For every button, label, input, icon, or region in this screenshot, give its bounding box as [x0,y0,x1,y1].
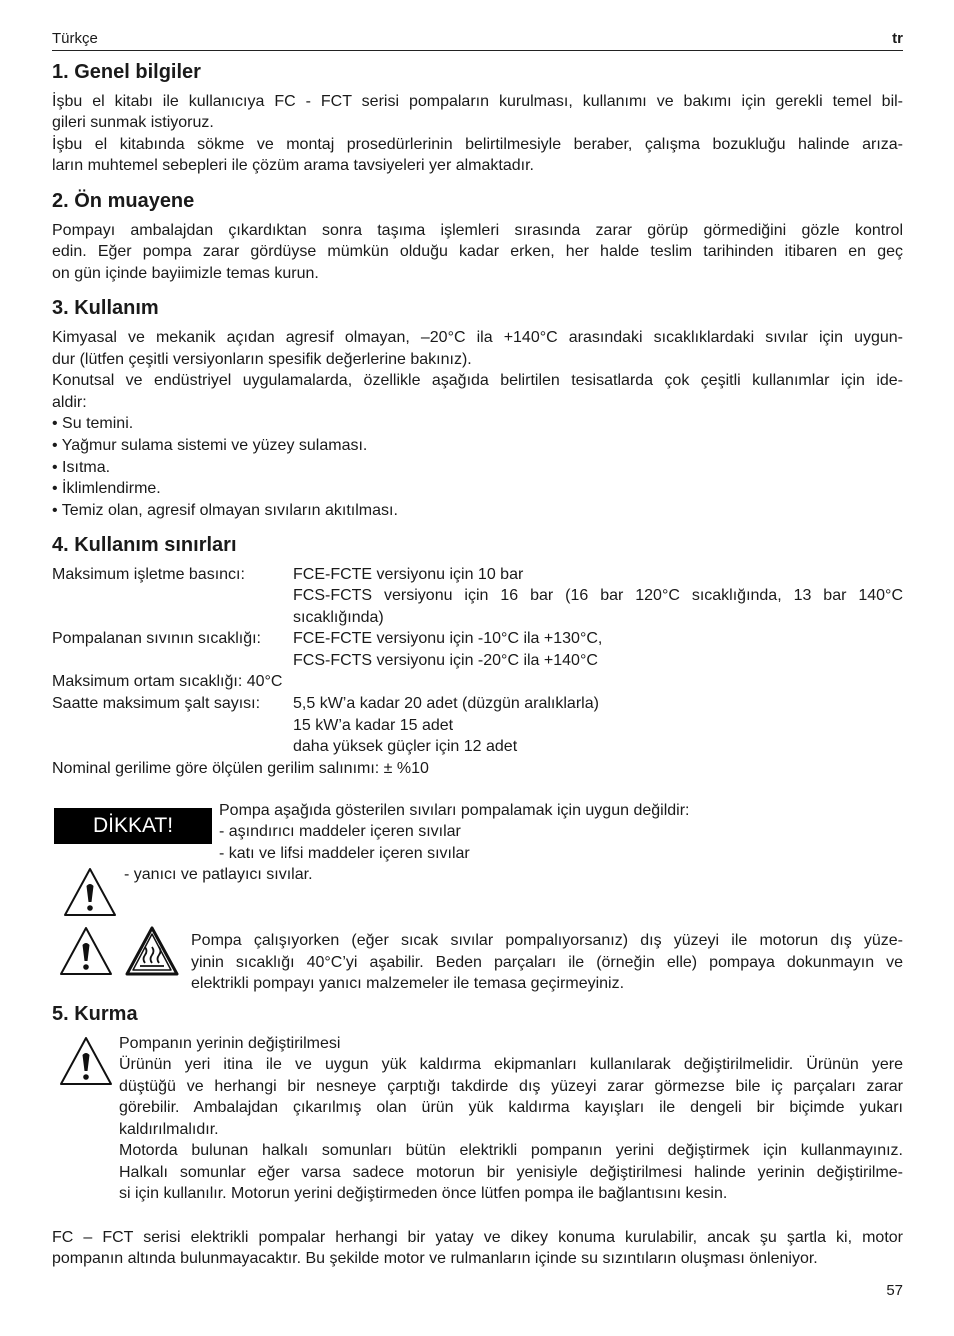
section-2-line: edin. Eğer pompa zarar gördüyse mümkün olduğu kadar erken, her halde teslim tarihinden itibaren en geç [52,243,903,260]
header-language: Türkçe [52,30,98,47]
fluid-temp-label: Pompalanan sıvının sıcaklığı: [52,630,261,647]
section-5-line: si için kullanılır. Motorun yerini değiştirmeden önce lütfen pompa ile bağlantısını kesin. [119,1185,728,1202]
hot-surface-line: elektrikli pompayı yanıcı malzemeler ile temasa geçirmeyiniz. [191,975,625,992]
hot-surface-line: yinin sıcaklığı 40°C’yi aşabilir. Beden parçaları ile (örneğin elle) pompaya dokunmayın ve [191,954,903,971]
section-1-line: İşbu el kitabında sökme ve montaj prosedürlerinin belirtilmesiyle beraber, çalışma bozukluğu halinde arıza- [52,136,903,153]
switch-count-label: Saatte maksimum şalt sayısı: [52,695,261,712]
section-3-line: dur (lütfen çeşitli versiyonların spesifik değerlerine bakınız). [52,351,472,368]
section-5-subtitle: Pompanın yerinin değiştirilmesi [119,1035,341,1052]
section-5-line: düştüğü ve herhangi bir nesneye çarptığı takdirde dış yüzeyi zarar görmezse bile iç parçaları zarar [119,1078,903,1095]
section-5-line: kaldırılmalıdır. [119,1121,219,1138]
fluid-temp-value: FCE-FCTE versiyonu için -10°C ila +130°C, [293,630,603,647]
section-5-line: Ürünün yeri itina ile ve uygun yük kaldırma ekipmanları kullanılarak değiştirilmelidir. Ürünün yere [119,1056,903,1073]
warning-item: - katı ve lifsi maddeler içeren sıvılar [219,845,470,862]
section-1-title: 1. Genel bilgiler [52,61,201,83]
page-number: 57 [886,1282,903,1299]
section-2-line: on gün içinde bayiimizle temas kurun. [52,265,319,282]
section-1-line: ların muhtemel sebepleri ile çözüm arama tavsiyeleri yer almaktadır. [52,157,534,174]
section-5-title: 5. Kurma [52,1003,138,1025]
header-divider [52,50,903,51]
fluid-temp-value: FCS-FCTS versiyonu için -20°C ila +140°C [293,652,598,669]
switch-count-value: 5,5 kW’a kadar 20 adet (düzgün aralıklarla) [293,695,599,712]
hot-surface-line: Pompa çalışıyorken (eğer sıcak sıvılar pompalıyorsanız) dış yüzeyi ile motorun dış yüze- [191,932,903,949]
section-5-closing-line: pompanın altında bulunmayacaktır. Bu şekilde motor ve rulmanların içinde su sızıntıların oluşması önleniyor. [52,1250,818,1267]
list-item: • İklimlendirme. [52,478,161,500]
section-5-line: Halkalı somunlar eğer varsa sadece motorun bir yenisiyle değiştirilmesi halinde yerinin değiştirilme- [119,1164,903,1181]
switch-count-value: 15 kW’a kadar 15 adet [293,717,454,734]
warning-triangle-icon [58,925,114,977]
ambient-temp: Maksimum ortam sıcaklığı: 40°C [52,673,283,690]
max-pressure-value: FCS-FCTS versiyonu için 16 bar (16 bar 120°C sıcaklığında, 13 bar 140°C [293,587,903,604]
list-item: • Temiz olan, agresif olmayan sıvıların akıtılması. [52,500,398,522]
section-3-line: Konutsal ve endüstriyel uygulamalarda, özellikle aşağıda belirtilen tesisatlarda çok çeşitli kullanımlar için ide- [52,372,903,389]
hot-surface-icon [124,925,180,977]
section-5-closing-line: FC – FCT serisi elektrikli pompalar herhangi bir yatay ve dikey konuma kurulabilir, ancak şu şartla ki, motor [52,1229,903,1246]
warning-item: - yanıcı ve patlayıcı sıvılar. [124,866,313,883]
max-pressure-value: sıcaklığında) [293,609,384,626]
section-3-line: aldir: [52,394,87,411]
section-1-line: gileri sunmak istiyoruz. [52,114,214,131]
warning-intro: Pompa aşağıda gösterilen sıvıları pompalamak için uygun değildir: [219,802,690,819]
section-2-title: 2. Ön muayene [52,190,195,212]
list-item: • Su temini. [52,413,133,435]
max-pressure-label: Maksimum işletme basıncı: [52,566,245,583]
section-3-title: 3. Kullanım [52,297,159,319]
warning-triangle-icon [58,1035,114,1087]
dikkat-badge: DİKKAT! [54,808,212,844]
section-2-line: Pompayı ambalajdan çıkardıktan sonra taşıma işlemleri sırasında zarar görüp görmediğini gözle kontrol [52,222,903,239]
section-5-line: görebilir. Ambalajdan çıkarılmış olan ürün yük kaldırma kayışları ile dengeli bir biçimde yukarı [119,1099,903,1116]
section-4-title: 4. Kullanım sınırları [52,534,237,556]
max-pressure-value: FCE-FCTE versiyonu için 10 bar [293,566,524,583]
section-1-line: İşbu el kitabı ile kullanıcıya FC - FCT serisi pompaların kurulması, kullanımı ve bakımı için gerekli temel bil- [52,93,903,110]
list-item: • Isıtma. [52,457,110,479]
section-5-line: Motorda bulunan halkalı somunları bütün elektrikli pompanın yerini değiştirmek için kullanmayınız. [119,1142,903,1159]
warning-item: - aşındırıcı maddeler içeren sıvılar [219,823,461,840]
list-item: • Yağmur sulama sistemi ve yüzey sulaması. [52,435,367,457]
warning-triangle-icon [62,866,118,918]
section-3-line: Kimyasal ve mekanik açıdan agresif olmayan, –20°C ila +140°C arasındaki sıcaklıklardaki sıvılar için uygun- [52,329,903,346]
voltage-tolerance: Nominal gerilime göre ölçülen gerilim salınımı: ± %10 [52,760,429,777]
switch-count-value: daha yüksek güçler için 12 adet [293,738,518,755]
header-language-code: tr [892,30,903,47]
